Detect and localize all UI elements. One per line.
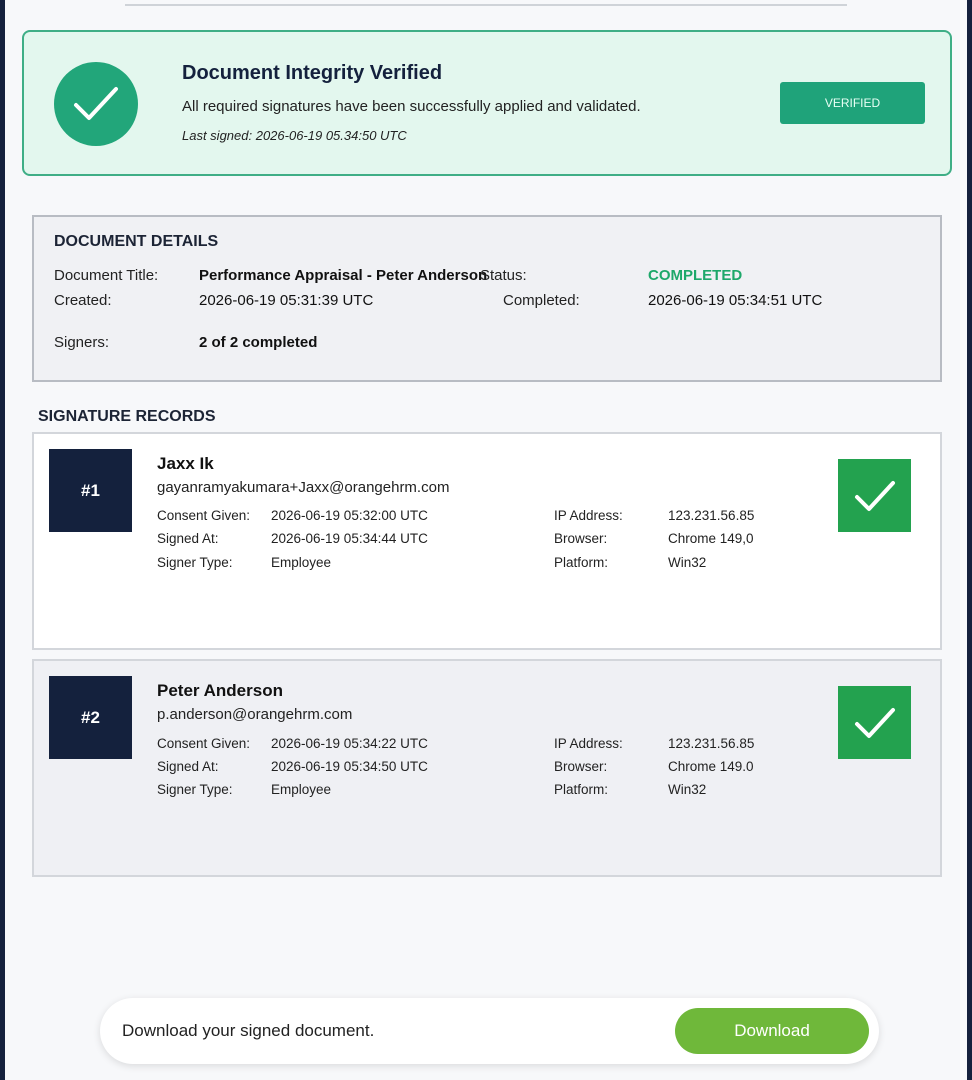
signer-email: gayanramyakumara+Jaxx@orangehrm.com <box>157 479 450 496</box>
ip-address-value: 123.231.56.85 <box>668 508 755 523</box>
signers-value: 2 of 2 completed <box>199 334 318 351</box>
signed-at-value: 2026-06-19 05:34:44 UTC <box>271 531 428 546</box>
download-bar <box>100 998 879 1064</box>
signer-number-badge: #1 <box>49 449 132 532</box>
signed-check-icon <box>838 459 911 532</box>
signers-label: Signers: <box>54 334 110 351</box>
document-title-label: Document Title: <box>54 267 159 284</box>
ip-address-value: 123.231.56.85 <box>668 736 755 751</box>
signer-type-label: Signer Type: <box>157 782 233 797</box>
consent-label: Consent Given: <box>157 736 251 751</box>
last-signed-text: Last signed: 2026-06-19 05.34:50 UTC <box>182 128 407 143</box>
window-frame-right <box>967 0 972 1080</box>
platform-label: Platform: <box>554 555 609 570</box>
platform-value: Win32 <box>668 782 707 797</box>
created-label: Created: <box>54 292 112 309</box>
platform-label: Platform: <box>554 782 609 797</box>
integrity-banner <box>22 30 952 176</box>
document-title-value: Performance Appraisal - Peter Anderson <box>199 267 488 284</box>
signature-card <box>32 432 942 650</box>
completed-value: 2026-06-19 05:34:51 UTC <box>648 292 823 309</box>
consent-label: Consent Given: <box>157 508 251 523</box>
browser-label: Browser: <box>554 759 608 774</box>
verified-button[interactable]: VERIFIED <box>780 82 925 124</box>
download-button[interactable]: Download <box>675 1008 869 1054</box>
created-value: 2026-06-19 05:31:39 UTC <box>199 292 374 309</box>
banner-title: Document Integrity Verified <box>182 62 443 84</box>
browser-value: Chrome 149,0 <box>668 531 754 546</box>
ip-address-label: IP Address: <box>554 736 623 751</box>
status-label: Status: <box>480 267 527 284</box>
signer-name: Jaxx Ik <box>157 454 214 473</box>
platform-value: Win32 <box>668 555 707 570</box>
consent-value: 2026-06-19 05:34:22 UTC <box>271 736 428 751</box>
signed-at-label: Signed At: <box>157 531 219 546</box>
signer-email: p.anderson@orangehrm.com <box>157 706 353 723</box>
ip-address-label: IP Address: <box>554 508 623 523</box>
details-heading: DOCUMENT DETAILS <box>54 233 219 250</box>
signed-at-value: 2026-06-19 05:34:50 UTC <box>271 759 428 774</box>
browser-value: Chrome 149.0 <box>668 759 754 774</box>
signature-card <box>32 659 942 877</box>
signer-type-label: Signer Type: <box>157 555 233 570</box>
signer-type-value: Employee <box>271 782 332 797</box>
status-value: COMPLETED <box>648 267 743 284</box>
download-prompt: Download your signed document. <box>122 1021 375 1040</box>
signer-number-badge: #2 <box>49 676 132 759</box>
top-divider <box>125 4 847 6</box>
browser-label: Browser: <box>554 531 608 546</box>
page <box>5 0 967 1080</box>
document-details-panel <box>32 215 942 382</box>
consent-value: 2026-06-19 05:32:00 UTC <box>271 508 428 523</box>
signed-at-label: Signed At: <box>157 759 219 774</box>
check-circle-icon <box>54 62 138 146</box>
signature-records-heading: SIGNATURE RECORDS <box>38 408 216 425</box>
signed-check-icon <box>838 686 911 759</box>
signer-name: Peter Anderson <box>157 681 283 700</box>
banner-subtitle: All required signatures have been successfully applied and validated. <box>182 98 641 115</box>
signer-type-value: Employee <box>271 555 332 570</box>
completed-label: Completed: <box>503 292 580 309</box>
